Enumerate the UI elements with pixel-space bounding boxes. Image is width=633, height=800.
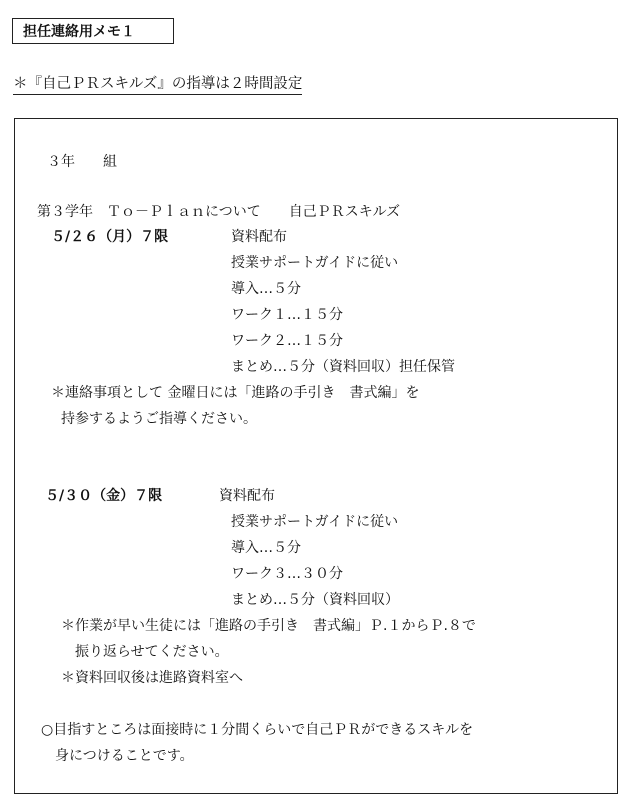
session2-note: 振り返らせてください。	[75, 644, 229, 660]
session2-item: 導入…５分	[231, 540, 301, 556]
session1-heading: 資料配布	[231, 229, 287, 245]
session1-note: ＊連絡事項として 金曜日には「進路の手引き 書式編」を	[51, 385, 420, 401]
session1-item: 導入…５分	[231, 281, 301, 297]
session1-item: まとめ…５分（資料回収）担任保管	[231, 359, 455, 375]
session1-item: ワーク２…１５分	[231, 333, 343, 349]
instruction-note: ＊『自己ＰＲスキルズ』の指導は２時間設定	[13, 72, 302, 95]
session1-item: ワーク１…１５分	[231, 307, 343, 323]
session2-item: 授業サポートガイドに従い	[231, 514, 399, 530]
memo-title-box	[12, 18, 174, 44]
session2-note: ＊資料回収後は進路資料室へ	[61, 670, 243, 686]
topic-line: 第３学年 Ｔｏ－Ｐｌａｎについて 自己ＰＲスキルズ	[37, 204, 401, 220]
memo-title: 担任連絡用メモ１	[23, 24, 135, 40]
memo-content-box	[14, 118, 618, 794]
class-label: ３年 組	[47, 154, 117, 170]
session2-item: ワーク３…３０分	[231, 566, 343, 582]
session1-item: 授業サポートガイドに従い	[231, 255, 399, 271]
session2-item: まとめ…５分（資料回収）	[231, 592, 399, 608]
goal-line: ○目指すところは面接時に１分間くらいで自己ＰＲができるスキルを	[41, 722, 474, 738]
session1-date: ５/２６（月）７限	[51, 229, 169, 245]
session2-note: ＊作業が早い生徒には「進路の手引き 書式編」Ｐ.１からＰ.８で	[61, 618, 476, 634]
session1-note: 持参するようご指導ください。	[61, 411, 257, 427]
session2-heading: 資料配布	[219, 488, 275, 504]
goal-line: 身につけることです。	[55, 748, 194, 764]
session2-date: ５/３０（金）７限	[45, 488, 163, 504]
